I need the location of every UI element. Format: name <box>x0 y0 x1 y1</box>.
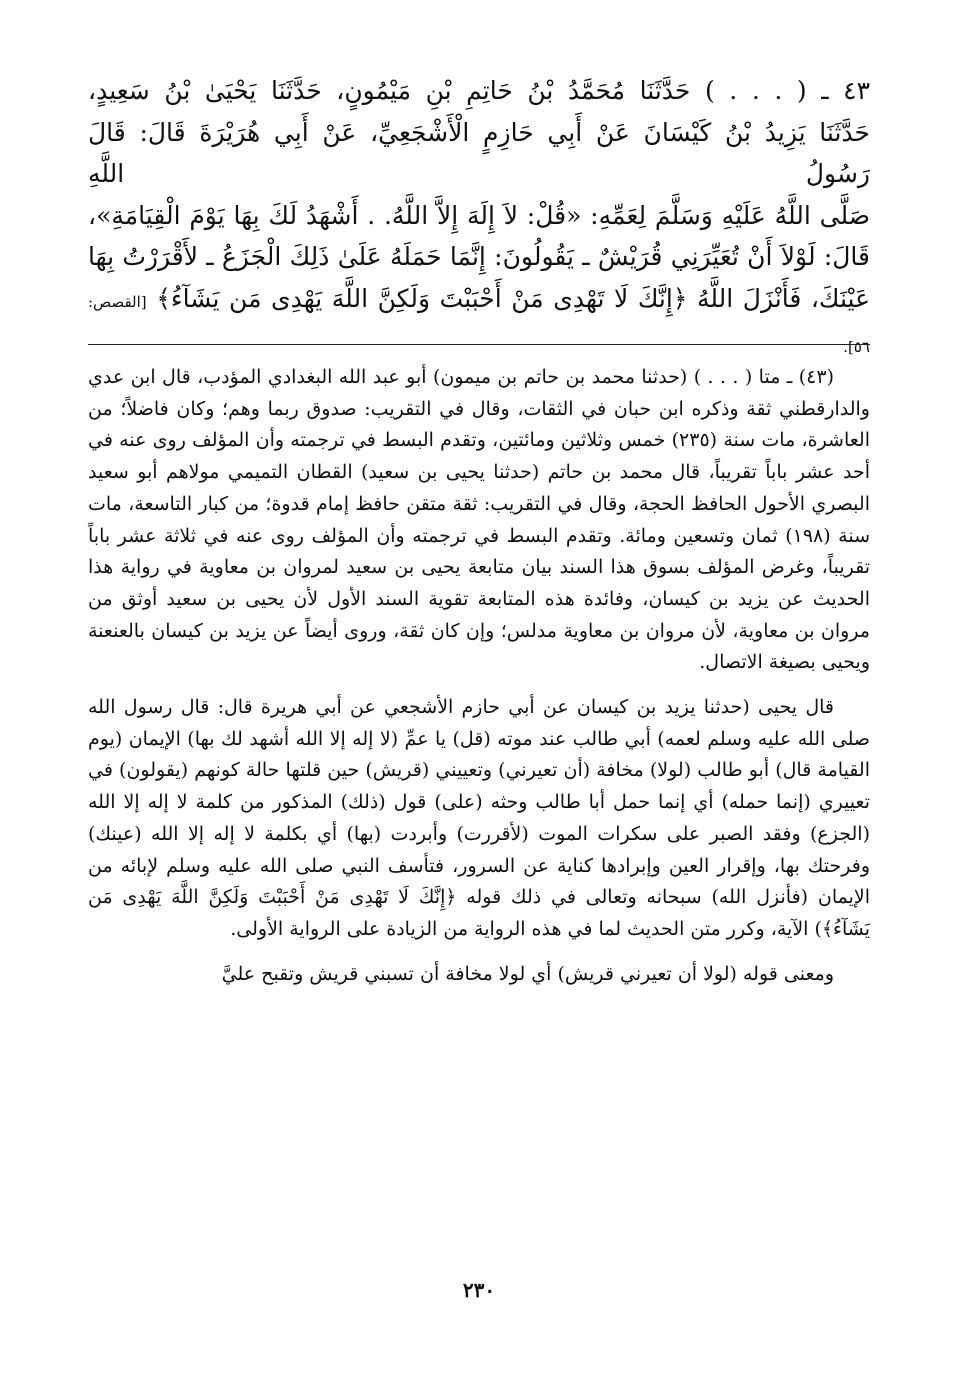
commentary-paragraph: ومعنى قوله (لولا أن تعيرني قريش) أي لولا مخافة أن تسبني قريش وتقبح عليَّ <box>221 962 834 985</box>
footnote-divider <box>88 344 870 345</box>
hadith-line: صَلَّى اللَّهُ عَلَيْهِ وَسَلَّمَ لِعَمِّهِ: «قُلْ: لاَ إِلَهَ إِلاَّ اللَّهُ. . أَشْهَدُ لَكَ بِهَا يَوْمَ الْقِيَامَةِ»، <box>88 200 870 230</box>
commentary-paragraph: قال يحيى (حدثنا يزيد بن كيسان عن أبي حازم الأشجعي عن أبي هريرة قال: قال رسول الله صلى الله عليه وسلم لعمه) أبي طالب عند موته (قل) يا عمِّ (لا إله إلا الله أشهد لك بها) الإيمان (يوم القيامة قال) أبو طالب (لولا) مخافة (أن تعيرني) وتعييني (قريش) حين قلتها حالة كونهم (يقولون) في تعييري (إنما حمله) أي إنما حمل أبا طالب وحثه (على) قول (ذلك) المذكور من كلمة لا إله إلا الله (الجزع) وفقد الصبر على سكرات الموت (لأقررت) وأبردت (بها) أي بكلمة لا إله إلا الله (عينك) وفرحتك بها، وإقرار العين وإبرادها كناية عن السرور، فتأسف النبي صلى الله عليه وسلم لإبائه من الإيمان (فأنزل الله) سبحانه وتعالى في ذلك قوله ﴿إِنَّكَ لَا تَهْدِى مَنْ أَحْبَبْتَ وَلَكِنَّ اللَّهَ يَهْدِى مَن يَشَآءُ﴾) الآية، وكرر متن الحديث لما في هذه الرواية من الزيادة على الرواية الأولى. <box>88 696 870 940</box>
hadith-text <box>88 70 870 369</box>
quran-reference: [القصص: ٥٦]. <box>88 292 870 356</box>
hadith-line: حَدَّثَنَا يَزِيدُ بْنُ كَيْسَانَ عَنْ أَبِي حَازِمٍ الْأَشْجَعِيِّ، عَنْ أَبِي هُرَيْرَةَ قَالَ: قَالَ رَسُولُ اللَّهِ <box>88 117 870 188</box>
commentary-paragraph: (٤٣) ـ متا ( . . . ) (حدثنا محمد بن حاتم بن ميمون) أبو عبد الله البغدادي المؤدب، قال ابن عدي والدارقطني ثقة وذكره ابن حبان في الثقات، وقال في التقريب: صدوق ربما وهم؛ وكان فاضلاً؛ من العاشرة، مات سنة (٢٣٥) خمس وثلاثين ومائتين، وتقدم البسط في ترجمته وأن المؤلف روى عنه في أحد عشر باباً تقريباً، قال محمد بن حاتم (حدثنا يحيى بن سعيد) القطان التميمي مولاهم أبو سعيد البصري الأحول الحافظ الحجة، وقال في التقريب: ثقة متقن حافظ إمام قدوة؛ من كبار التاسعة، مات سنة (١٩٨) ثمان وتسعين ومائة. وتقدم البسط في ترجمته وأن المؤلف روى عنه في ثلاثة عشر باباً تقريباً، وغرض المؤلف بسوق هذا السند بيان متابعة يحيى بن سعيد لمروان بن معاوية في رواية هذا الحديث عن يزيد بن كيسان، وفائدة هذه المتابعة تقوية السند الأول لأن يحيى بن سعيد أوثق من مروان بن معاوية، لأن مروان بن معاوية مدلس؛ وإن كان ثقة، وروى أيضاً عن يزيد بن كيسان بالعنعنة ويحيى بصيغة الاتصال. <box>88 366 870 674</box>
hadith-line: ٤٣ ـ ( . . . ) حَدَّثَنَا مُحَمَّدُ بْنُ حَاتِمِ بْنِ مَيْمُونٍ، حَدَّثَنَا يَحْيَىٰ بْنُ سَعِيدٍ، <box>88 76 870 105</box>
book-page <box>88 70 870 1339</box>
hadith-line: عَيْنَكَ، فَأَنْزَلَ اللَّهُ ﴿إِنَّكَ لَا تَهْدِى مَنْ أَحْبَبْتَ وَلَكِنَّ اللَّهَ يَهْدِى مَن يَشَآءُ﴾ <box>156 283 871 313</box>
commentary-text <box>88 362 870 990</box>
hadith-line-last <box>88 278 870 369</box>
page-number: ٢٣٠ <box>462 1278 496 1302</box>
hadith-line: قَالَ: لَوْلاَ أَنْ تُعَيِّرَنِي قُرَيْشٌ ـ يَقُولُونَ: إِنَّمَا حَمَلَهُ عَلَىٰ ذَلِكَ الْجَزَعُ ـ لأَقْرَرْتُ بِهَا <box>88 242 870 271</box>
